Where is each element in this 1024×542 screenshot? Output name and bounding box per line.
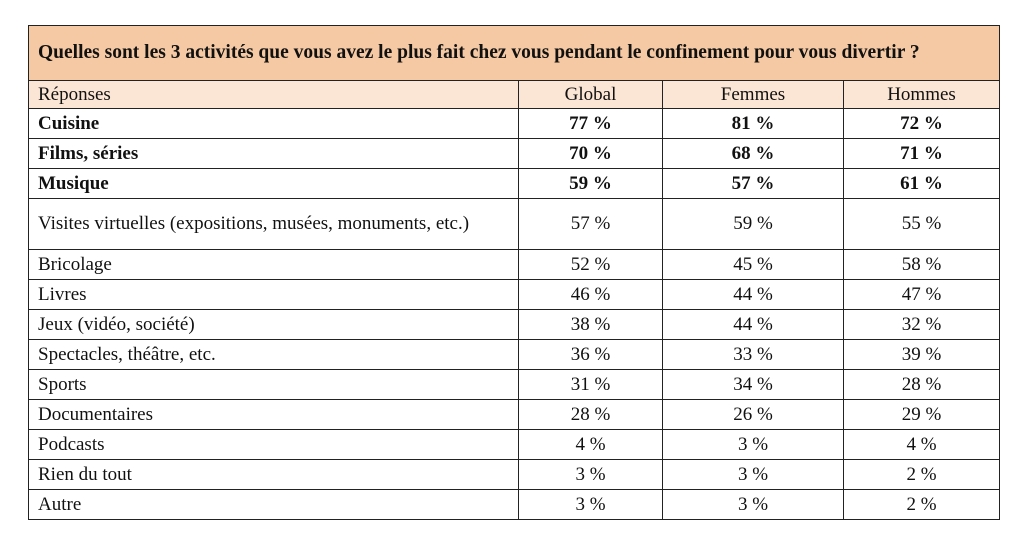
cell-men: 4 % <box>844 430 1000 460</box>
cell-global: 52 % <box>519 250 663 280</box>
cell-global: 3 % <box>519 460 663 490</box>
cell-women: 26 % <box>663 400 844 430</box>
cell-global: 70 % <box>519 139 663 169</box>
cell-women: 3 % <box>663 490 844 520</box>
table-title: Quelles sont les 3 activités que vous avez le plus fait chez vous pendant le confinement pour vous divertir ? <box>29 26 1000 81</box>
column-header-responses: Réponses <box>29 81 519 109</box>
table-row <box>29 169 1000 199</box>
cell-global: 3 % <box>519 490 663 520</box>
cell-global: 46 % <box>519 280 663 310</box>
cell-global: 36 % <box>519 340 663 370</box>
cell-women: 44 % <box>663 310 844 340</box>
row-label: Rien du tout <box>29 460 519 490</box>
table-row <box>29 280 1000 310</box>
row-label: Spectacles, théâtre, etc. <box>29 340 519 370</box>
row-label: Films, séries <box>29 139 519 169</box>
row-label: Autre <box>29 490 519 520</box>
cell-global: 57 % <box>519 199 663 250</box>
cell-women: 68 % <box>663 139 844 169</box>
survey-table <box>28 25 1000 520</box>
table-row <box>29 370 1000 400</box>
header-row <box>29 81 1000 109</box>
table-row <box>29 340 1000 370</box>
cell-men: 47 % <box>844 280 1000 310</box>
table-row <box>29 250 1000 280</box>
cell-global: 38 % <box>519 310 663 340</box>
cell-men: 61 % <box>844 169 1000 199</box>
table-row <box>29 400 1000 430</box>
cell-women: 59 % <box>663 199 844 250</box>
table-row <box>29 109 1000 139</box>
row-label: Bricolage <box>29 250 519 280</box>
cell-global: 28 % <box>519 400 663 430</box>
table-row <box>29 199 1000 250</box>
cell-global: 31 % <box>519 370 663 400</box>
cell-men: 2 % <box>844 490 1000 520</box>
cell-men: 29 % <box>844 400 1000 430</box>
table-row <box>29 430 1000 460</box>
cell-women: 57 % <box>663 169 844 199</box>
survey-table-container <box>28 25 999 520</box>
table-row <box>29 460 1000 490</box>
row-label: Podcasts <box>29 430 519 460</box>
cell-women: 45 % <box>663 250 844 280</box>
cell-men: 72 % <box>844 109 1000 139</box>
cell-men: 55 % <box>844 199 1000 250</box>
cell-men: 71 % <box>844 139 1000 169</box>
cell-global: 4 % <box>519 430 663 460</box>
row-label: Sports <box>29 370 519 400</box>
table-row <box>29 310 1000 340</box>
cell-men: 28 % <box>844 370 1000 400</box>
row-label: Visites virtuelles (expositions, musées, monuments, etc.) <box>29 199 519 250</box>
cell-men: 2 % <box>844 460 1000 490</box>
row-label: Musique <box>29 169 519 199</box>
cell-women: 81 % <box>663 109 844 139</box>
table-row <box>29 139 1000 169</box>
table-row <box>29 490 1000 520</box>
cell-men: 32 % <box>844 310 1000 340</box>
cell-men: 58 % <box>844 250 1000 280</box>
title-row <box>29 26 1000 81</box>
row-label: Jeux (vidéo, société) <box>29 310 519 340</box>
column-header-men: Hommes <box>844 81 1000 109</box>
cell-women: 3 % <box>663 430 844 460</box>
cell-women: 44 % <box>663 280 844 310</box>
cell-women: 34 % <box>663 370 844 400</box>
table-body <box>29 26 1000 520</box>
row-label: Livres <box>29 280 519 310</box>
row-label: Documentaires <box>29 400 519 430</box>
column-header-global: Global <box>519 81 663 109</box>
cell-women: 33 % <box>663 340 844 370</box>
cell-men: 39 % <box>844 340 1000 370</box>
column-header-women: Femmes <box>663 81 844 109</box>
cell-women: 3 % <box>663 460 844 490</box>
cell-global: 59 % <box>519 169 663 199</box>
row-label: Cuisine <box>29 109 519 139</box>
cell-global: 77 % <box>519 109 663 139</box>
